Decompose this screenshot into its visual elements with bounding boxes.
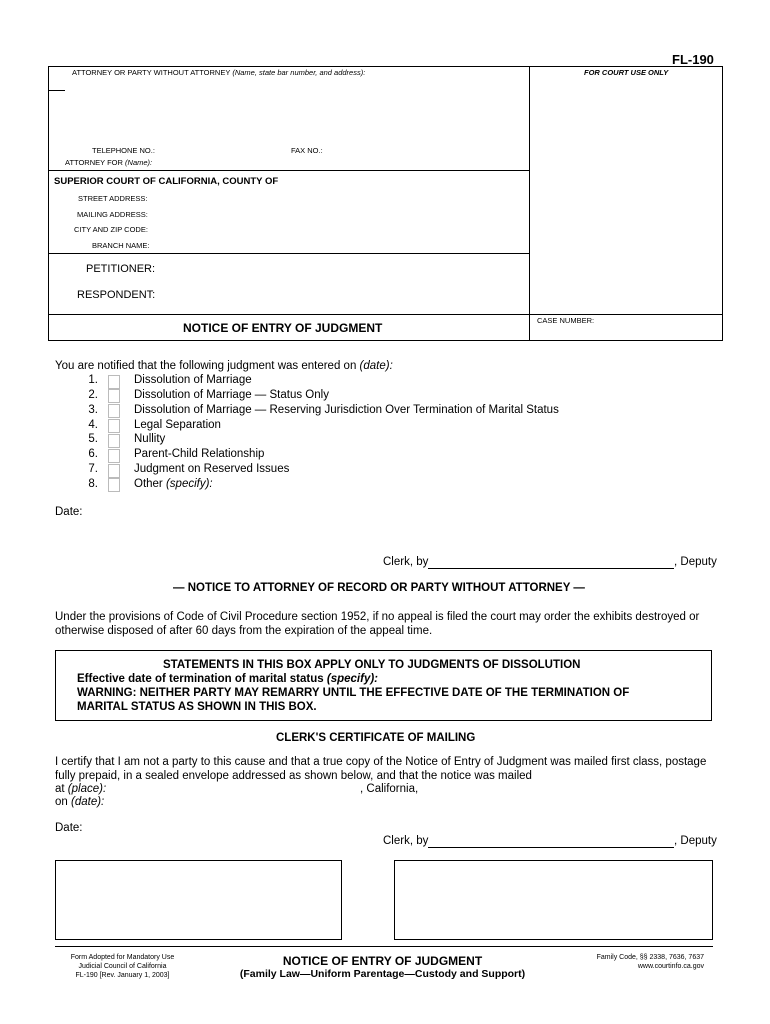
item-number: 5.	[88, 433, 98, 446]
parties-divider	[48, 253, 530, 254]
mailing-address-label: MAILING ADDRESS:	[77, 210, 148, 219]
item-number: 6.	[88, 448, 98, 461]
item-number: 7.	[88, 463, 98, 476]
certificate-line-1: I certify that I am not a party to this cause and that a true copy of the Notice of Entry of Judgment was mailed first class, postage	[55, 756, 707, 768]
deputy-label: , Deputy	[674, 556, 717, 568]
deputy-label-2: , Deputy	[674, 835, 717, 847]
item-checkbox[interactable]	[108, 449, 120, 463]
provisions-line-1: Under the provisions of Code of Civil Procedure section 1952, if no appeal is filed the court may order the exhibits destroyed or	[55, 611, 700, 623]
item-label: Nullity	[134, 433, 166, 446]
attorney-label: ATTORNEY OR PARTY WITHOUT ATTORNEY (Name, state bar number, and address):	[72, 68, 366, 77]
item-number: 8.	[88, 477, 98, 490]
telephone-label: TELEPHONE NO.:	[92, 146, 155, 155]
attorney-mark	[48, 90, 65, 91]
item-checkbox[interactable]	[108, 478, 120, 492]
footer-title: NOTICE OF ENTRY OF JUDGMENT	[282, 954, 483, 968]
notice-title: NOTICE OF ENTRY OF JUDGMENT	[183, 321, 383, 335]
california-label: , California,	[360, 783, 419, 795]
mailing-date-label: on (date):	[55, 796, 105, 808]
street-address-label: STREET ADDRESS:	[78, 194, 148, 203]
clerk-signature-line	[428, 568, 674, 569]
item-label: Judgment on Reserved Issues	[134, 463, 290, 476]
case-number-label: CASE NUMBER:	[537, 316, 595, 325]
city-zip-label: CITY AND ZIP CODE:	[74, 225, 148, 234]
footer-subtitle: (Family Law—Uniform Parentage—Custody and Support)	[239, 968, 526, 980]
form-number: FL-190	[672, 52, 714, 67]
court-use-divider	[529, 66, 530, 341]
certificate-heading: CLERK'S CERTIFICATE OF MAILING	[276, 732, 476, 744]
dissolution-box-heading: STATEMENTS IN THIS BOX APPLY ONLY TO JUDGMENTS OF DISSOLUTION	[163, 659, 581, 671]
item-number: 1.	[88, 374, 98, 386]
clerk-signature-line-2	[428, 847, 674, 848]
place-label: at (place):	[55, 783, 107, 795]
intro-text: You are notified that the following judgment was entered on (date):	[55, 360, 393, 372]
footer-code-block: Family Code, §§ 2338, 7636, 7637 www.courtinfo.ca.gov	[596, 954, 704, 970]
court-section-divider	[48, 170, 530, 171]
court-title: SUPERIOR COURT OF CALIFORNIA, COUNTY OF	[54, 176, 279, 187]
item-checkbox[interactable]	[108, 434, 120, 448]
court-use-only-label: FOR COURT USE ONLY	[584, 68, 669, 77]
certificate-line-2: fully prepaid, in a sealed envelope addressed as shown below, and that the notice was mailed	[55, 770, 532, 782]
warning-line-1: WARNING: NEITHER PARTY MAY REMARRY UNTIL THE EFFECTIVE DATE OF THE TERMINATION OF	[77, 687, 630, 699]
address-box-right[interactable]	[394, 860, 713, 940]
warning-line-2: MARITAL STATUS AS SHOWN IN THIS BOX.	[77, 701, 317, 713]
title-divider	[48, 314, 723, 315]
item-number: 3.	[88, 403, 98, 416]
effective-date-label: Effective date of termination of marital status (specify):	[77, 673, 378, 685]
item-checkbox[interactable]	[108, 389, 120, 403]
address-box-left[interactable]	[55, 860, 342, 940]
item-number: 4.	[88, 418, 98, 431]
item-label: Other (specify):	[134, 477, 213, 490]
item-checkbox[interactable]	[108, 419, 120, 433]
attorney-for-label: ATTORNEY FOR (Name):	[65, 158, 153, 167]
date-label: Date:	[55, 506, 83, 518]
item-label: Dissolution of Marriage — Reserving Jurisdiction Over Termination of Marital Status	[134, 403, 559, 416]
branch-name-label: BRANCH NAME:	[92, 241, 150, 250]
item-label: Dissolution of Marriage	[134, 374, 252, 386]
item-label: Parent-Child Relationship	[134, 448, 265, 461]
item-label: Legal Separation	[134, 418, 221, 431]
item-label: Dissolution of Marriage — Status Only	[134, 388, 329, 401]
item-number: 2.	[88, 388, 98, 401]
form-adopted-block: Form Adopted for Mandatory Use Judicial Council of California FL-190 [Rev. January 1, 2003]	[70, 954, 175, 979]
item-checkbox[interactable]	[108, 375, 120, 389]
fax-label: FAX NO.:	[291, 146, 323, 155]
petitioner-label: PETITIONER:	[86, 263, 156, 275]
item-checkbox[interactable]	[108, 404, 120, 418]
footer-rule	[55, 946, 713, 947]
notice-heading: — NOTICE TO ATTORNEY OF RECORD OR PARTY WITHOUT ATTORNEY —	[173, 582, 585, 594]
item-checkbox[interactable]	[108, 464, 120, 478]
respondent-label: RESPONDENT:	[77, 289, 156, 301]
clerk-by-label: Clerk, by	[383, 556, 429, 568]
provisions-line-2: otherwise disposed of after 60 days from the expiration of the appeal time.	[55, 625, 433, 637]
date-label-2: Date:	[55, 822, 83, 834]
clerk-by-label-2: Clerk, by	[383, 835, 429, 847]
